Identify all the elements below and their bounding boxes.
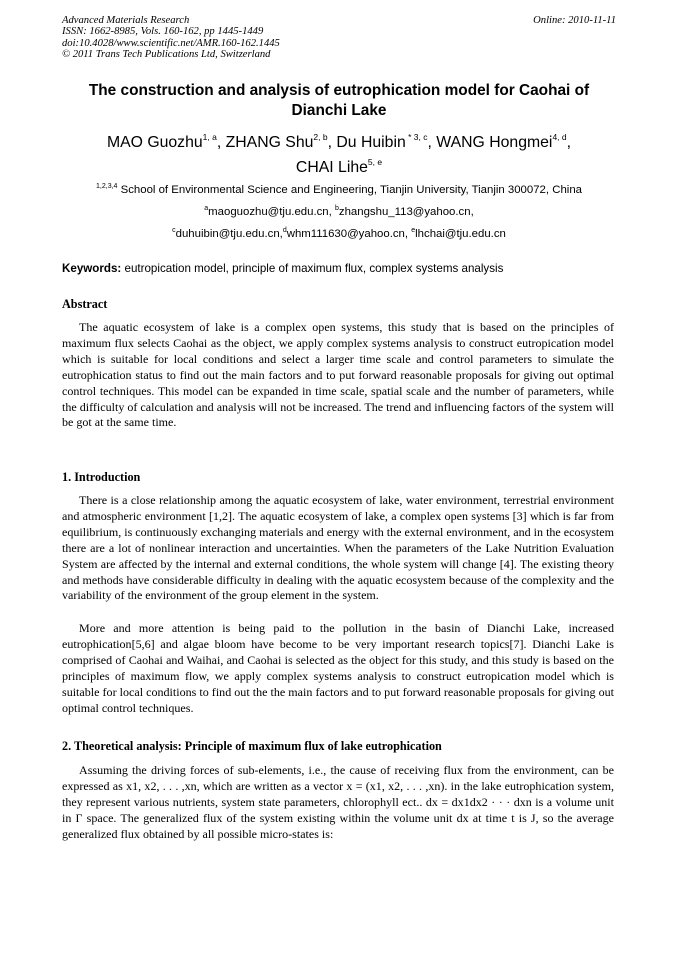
keywords-text: eutropication model, principle of maximum flux, complex systems analysis bbox=[121, 262, 504, 275]
email[interactable]: $^a$maoguozhu@tju.edu.cn, bbox=[204, 205, 335, 218]
author-list bbox=[62, 130, 616, 180]
copyright-line: © 2011 Trans Tech Publications Ltd, Switzerland bbox=[62, 48, 271, 60]
section-1-paragraph-2: More and more attention is being paid to the pollution in the basin of Dianchi Lake, increased eutrophication[5,6] and algae bloom have become to be very important research topics[7]. Dianchi Lake is comprised of Caohai and Waihai, and Caohai is selected as the object for this study, and this study is based on the principles of maximum flow, we apply complex systems analysis to construct eutropication model which is suitable for local conditions to find out the the main factors and to put forward reasonable proposals for giving out optimal control techniques. bbox=[62, 621, 614, 715]
author: Du Huibin $^{* 3, c}$, bbox=[336, 132, 437, 151]
author: MAO Guozhu$^{1, a}$, bbox=[106, 132, 226, 151]
online-date: Online: 2010-11-11 bbox=[533, 15, 616, 26]
doi-line: doi:10.4028/www.scientific.net/AMR.160-162.1445 bbox=[62, 37, 280, 49]
author: WANG Hongmei$^{4, d}$, bbox=[436, 132, 572, 151]
email[interactable]: $^d$whm111630@yahoo.cn, bbox=[282, 227, 412, 240]
section-2-heading: 2. Theoretical analysis: Principle of maximum flux of lake eutrophication bbox=[62, 739, 442, 753]
journal-name: Advanced Materials Research bbox=[62, 15, 190, 26]
author: ZHANG Shu$^{2, b}$, bbox=[225, 132, 337, 151]
section-1-heading: 1. Introduction bbox=[62, 470, 141, 484]
email[interactable]: $^b$zhangshu_113@yahoo.cn, bbox=[334, 205, 474, 218]
email-line-1 bbox=[62, 205, 616, 219]
section-2-paragraph-1: Assuming the driving forces of sub-elements, i.e., the cause of receiving flux from the environment, can be expressed as x1, x2, . . . ,xn, which are written as a vector x = (x1, x2, . . . ,xn). in the lake eutrophication system, they represent various nutrients, system state parameters, chlorophyll ect.. dx = dx1dx2 · · · dxn is a volume unit in Γ space. The generalized flux of the system existing within the volume unit dx at time t is J, so the average generalized flux obtained by all possible micro-states is: bbox=[62, 763, 614, 841]
journal-header bbox=[62, 15, 616, 60]
keywords bbox=[62, 262, 622, 276]
email[interactable]: $^c$duhuibin@tju.edu.cn, bbox=[172, 227, 283, 240]
keywords-label: Keywords: bbox=[62, 262, 122, 275]
email-line-2 bbox=[62, 227, 616, 241]
author: CHAI Lihe$^{5, e}$ bbox=[295, 157, 383, 176]
abstract-heading: Abstract bbox=[62, 297, 108, 311]
paper-title: The construction and analysis of eutrophication model for Caohai of Dianchi Lake bbox=[88, 82, 590, 119]
email[interactable]: $^e$lhchai@tju.edu.cn bbox=[411, 227, 506, 240]
affiliation: $^{1,2,3,4}$ School of Environmental Science and Engineering, Tianjin University, Tianjin 300072, China bbox=[96, 183, 582, 196]
issn-line: ISSN: 1662-8985, Vols. 160-162, pp 1445-1449 bbox=[62, 26, 264, 38]
section-1-paragraph-1: There is a close relationship among the aquatic ecosystem of lake, water environment, terrestrial environment and atmospheric environment [1,2]. The aquatic ecosystem of lake, a complex open systems [3] which is far from equilibrium, is continuously exchanging materials and energy with the external environment, and in the ecosystem there are a lot of nonlinear interaction and uncertainties. When the parameters of the Lake Nutrition Evaluation System are affected by the internal and external conditions, the whole system will change [4]. The existing theory and methods have considerable difficulty in dealing with the aquatic ecosystem because of the complexity and the variability of the environment of the group element in the system. bbox=[62, 493, 614, 603]
abstract-text: The aquatic ecosystem of lake is a complex open systems, this study that is based on the principles of maximum flux selects Caohai as the object, we apply complex systems analysis to construct eutropication model which is suitable for local conditions and select a larger time scale and control parameters to simulate the eutrophication status to find out the main factors and to put forward reasonable proposals for giving out optimal control techniques. This model can be expanded in time scale, spatial scale and the number of parameters, while the difficulty of calculation and analysis will not be increased. The trend and influencing factors of the system will be got at the same time. bbox=[62, 320, 614, 430]
